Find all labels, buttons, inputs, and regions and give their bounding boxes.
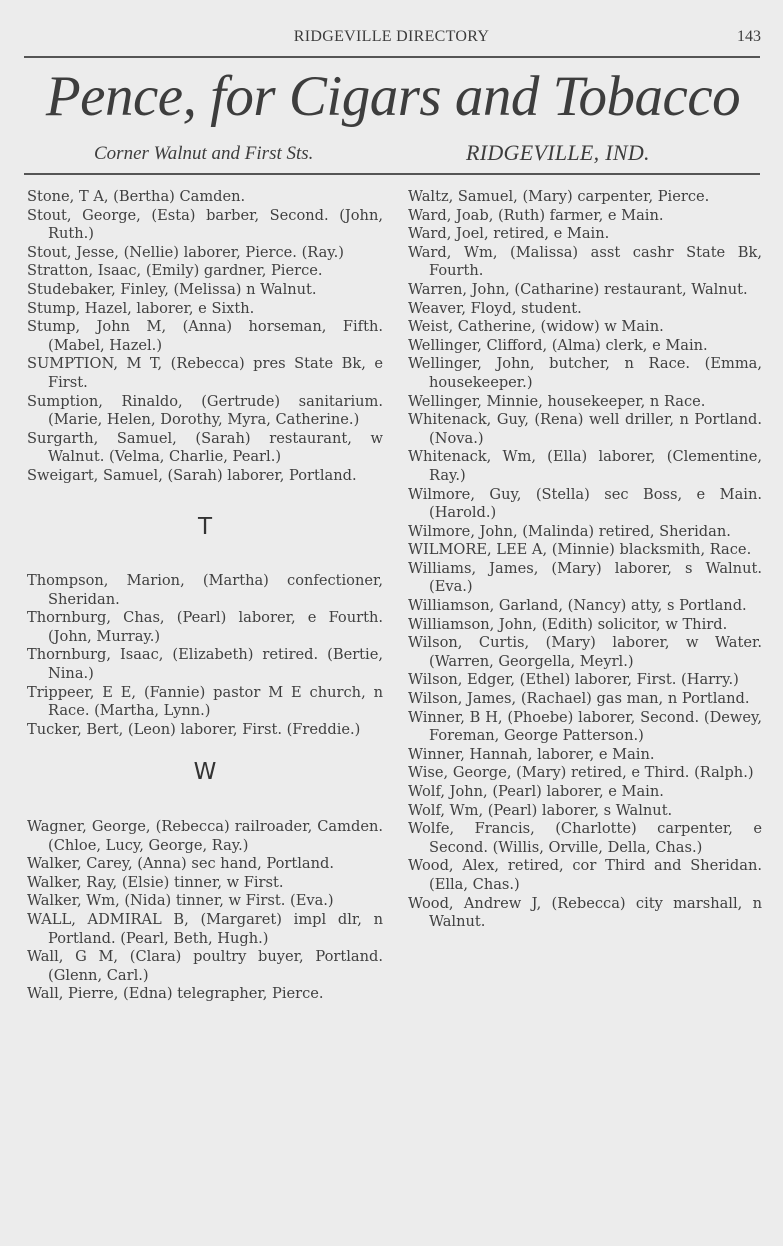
directory-entry: SUMPTION, M T, (Rebecca) pres State Bk, e First. (27, 355, 383, 391)
directory-entry: Stump, John M, (Anna) horseman, Fifth. (Mabel, Hazel.) (27, 318, 383, 354)
header-rule (24, 56, 760, 58)
directory-entry: Wood, Andrew J, (Rebecca) city marshall, n Walnut. (408, 894, 762, 931)
directory-entry: Whitenack, Wm, (Ella) laborer, (Clementine, Ray.) (408, 448, 762, 484)
directory-entry: Stratton, Isaac, (Emily) gardner, Pierce. (27, 262, 323, 280)
directory-entry: Ward, Wm, (Malissa) asst cashr State Bk, Fourth. (408, 243, 762, 280)
directory-entry: Wilson, James, (Rachael) gas man, n Portland. (408, 690, 750, 708)
advertisement-headline: Pence, for Cigars and Tobacco (45, 65, 741, 128)
directory-entry: Winner, Hannah, laborer, e Main. (408, 745, 655, 763)
directory-entry: Wilmore, Guy, (Stella) sec Boss, e Main. (Harold.) (408, 485, 762, 522)
directory-entry: Sumption, Rinaldo, (Gertrude) sanitarium. (Marie, Helen, Dorothy, Myra, Catherine.) (27, 392, 383, 429)
directory-entry: Studebaker, Finley, (Melissa) n Walnut. (27, 280, 317, 298)
directory-entry: Stone, T A, (Bertha) Camden. (27, 188, 246, 205)
directory-entry: Thornburg, Isaac, (Elizabeth) retired. (Bertie, Nina.) (27, 646, 383, 683)
directory-entry: Wagner, George, (Rebecca) railroader, Camden. (Chloe, Lucy, George, Ray.) (27, 818, 383, 854)
directory-entry: Winner, B H, (Phoebe) laborer, Second. (Dewey, Foreman, George Patterson.) (408, 708, 762, 745)
directory-entry: Weaver, Floyd, student. (408, 299, 582, 317)
directory-entry: Stout, George, (Esta) barber, Second. (John, Ruth.) (27, 206, 383, 243)
directory-entry: Wellinger, John, butcher, n Race. (Emma, housekeeper.) (408, 355, 762, 391)
directory-entry: Wilson, Edger, (Ethel) laborer, First. (Harry.) (408, 671, 739, 689)
t-entries (27, 572, 383, 739)
directory-entry: Tucker, Bert, (Leon) laborer, First. (Freddie.) (27, 720, 361, 738)
section-heading-w: W (193, 759, 217, 786)
directory-entry: Wolf, John, (Pearl) laborer, e Main. (408, 783, 664, 800)
advertisement-address: Corner Walnut and First Sts. (94, 143, 314, 164)
directory-entry: Stout, Jesse, (Nellie) laborer, Pierce. (Ray.) (27, 243, 344, 261)
directory-entry: Wall, G M, (Clara) poultry buyer, Portland. (Glenn, Carl.) (27, 948, 383, 984)
left-column (27, 188, 383, 1004)
directory-entry: Wall, Pierre, (Edna) telegrapher, Pierce. (27, 985, 324, 1003)
directory-entry: Wellinger, Clifford, (Alma) clerk, e Main. (408, 336, 708, 354)
w-entries (27, 818, 383, 1004)
directory-entry: Waltz, Samuel, (Mary) carpenter, Pierce. (408, 188, 710, 205)
page-number: 143 (737, 28, 761, 45)
directory-entry: Thornburg, Chas, (Pearl) laborer, e Fourth. (John, Murray.) (27, 609, 383, 645)
directory-entry: Thompson, Marion, (Martha) confectioner, Sheridan. (27, 572, 383, 608)
directory-entry: WALL, ADMIRAL B, (Margaret) impl dlr, n Portland. (Pearl, Beth, Hugh.) (27, 911, 383, 947)
right-entries (408, 188, 762, 932)
directory-entry: Williamson, Garland, (Nancy) atty, s Portland. (408, 597, 747, 615)
directory-entry: Wood, Alex, retired, cor Third and Sheridan. (Ella, Chas.) (408, 857, 762, 893)
directory-entry: Stump, Hazel, laborer, e Sixth. (27, 299, 255, 317)
directory-entry: Wellinger, Minnie, housekeeper, n Race. (408, 392, 706, 410)
directory-entry: Walker, Wm, (Nida) tinner, w First. (Eva.) (27, 892, 334, 910)
directory-entry: Walker, Carey, (Anna) sec hand, Portland. (27, 855, 335, 873)
right-column (408, 188, 762, 932)
directory-entry: Sweigart, Samuel, (Sarah) laborer, Portland. (27, 466, 357, 484)
directory-entry: Williams, James, (Mary) laborer, s Walnut. (Eva.) (408, 559, 762, 596)
directory-entry: Whitenack, Guy, (Rena) well driller, n Portland. (Nova.) (408, 411, 762, 447)
directory-entry: Surgarth, Samuel, (Sarah) restaurant, w Walnut. (Velma, Charlie, Pearl.) (27, 429, 383, 466)
directory-entry: Weist, Catherine, (widow) w Main. (408, 318, 664, 336)
directory-entry: Trippeer, E E, (Fannie) pastor M E church, n Race. (Martha, Lynn.) (27, 683, 383, 720)
directory-entry: Wolfe, Francis, (Charlotte) carpenter, e Second. (Willis, Orville, Della, Chas.) (408, 820, 762, 856)
directory-entry: Walker, Ray, (Elsie) tinner, w First. (27, 873, 284, 891)
advertisement-city: RIDGEVILLE, IND. (466, 140, 650, 165)
running-header (0, 28, 783, 50)
directory-entry: Wolf, Wm, (Pearl) laborer, s Walnut. (408, 801, 673, 819)
directory-entry: WILMORE, LEE A, (Minnie) blacksmith, Race. (408, 541, 752, 559)
directory-entry: Ward, Joel, retired, e Main. (408, 225, 610, 243)
directory-entry: Wise, George, (Mary) retired, e Third. (Ralph.) (408, 764, 754, 782)
directory-entry: Wilson, Curtis, (Mary) laborer, w Water. (Warren, Georgella, Meyrl.) (408, 634, 762, 670)
running-title: RIDGEVILLE DIRECTORY (293, 28, 490, 45)
advertisement-rule (24, 173, 760, 175)
section-heading-t: T (197, 513, 213, 540)
directory-entry: Wilmore, John, (Malinda) retired, Sheridan. (408, 522, 731, 540)
s-entries (27, 188, 383, 486)
directory-entry: Williamson, John, (Edith) solicitor, w Third. (408, 615, 728, 633)
directory-entry: Warren, John, (Catharine) restaurant, Walnut. (408, 280, 748, 298)
directory-entry: Ward, Joab, (Ruth) farmer, e Main. (408, 206, 664, 224)
